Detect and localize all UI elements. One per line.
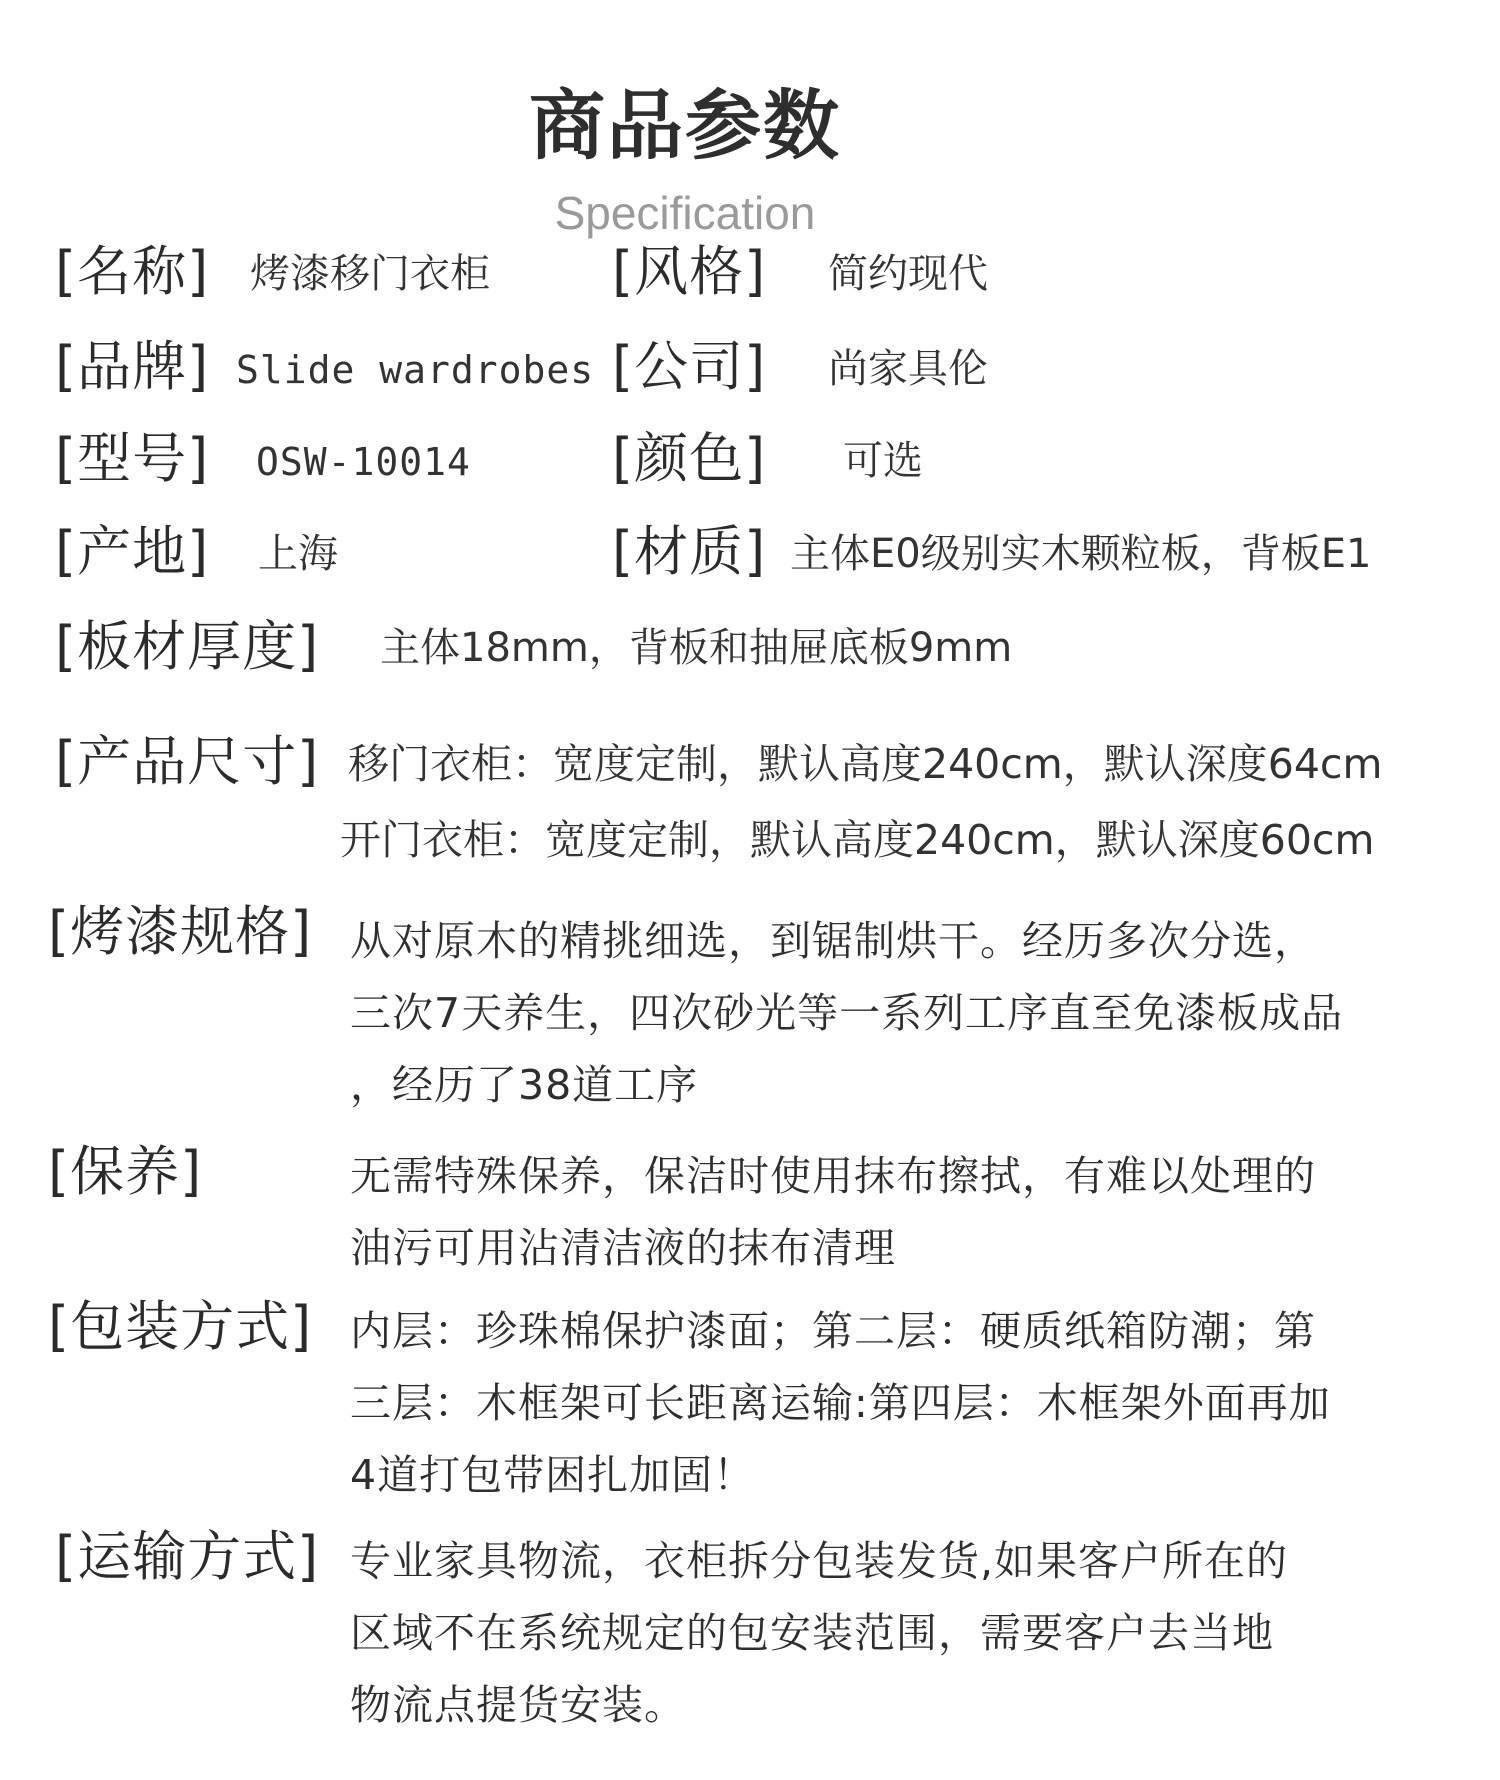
- shipping-line: 物流点提货安装。: [350, 1681, 686, 1729]
- spec-value-material: 主体E0级别实木颗粒板，背板E1: [790, 531, 1372, 577]
- packing-line: 4道打包带困扎加固！: [350, 1451, 756, 1499]
- page-subtitle: Specification: [554, 187, 816, 239]
- spec-label-paint: [烤漆规格]: [48, 900, 313, 963]
- spec-value-care: [350, 1140, 1316, 1284]
- spec-value-name: 烤漆移门衣柜: [250, 251, 490, 297]
- spec-value-size-hinged: 开门衣柜：宽度定制，默认高度240cm，默认深度60cm: [340, 816, 1375, 864]
- page-title: 商品参数: [529, 81, 841, 170]
- spec-value-company: 尚家具伦: [828, 346, 988, 392]
- spec-label-thickness: [板材厚度]: [55, 615, 320, 678]
- spec-value-thickness: 主体18mm，背板和抽屉底板9mm: [380, 625, 1013, 671]
- spec-label-name: [名称]: [55, 240, 210, 303]
- packing-line: 内层：珍珠棉保护漆面；第二层：硬质纸箱防潮；第: [350, 1307, 1316, 1355]
- paint-line: 从对原木的精挑细选，到锯制烘干。经历多次分选，: [350, 917, 1316, 965]
- spec-label-packing: [包装方式]: [48, 1295, 313, 1358]
- spec-value-model: OSW-10014: [256, 440, 471, 484]
- spec-value-origin: 上海: [258, 531, 338, 577]
- spec-value-packing: [350, 1295, 1331, 1511]
- packing-line: 三层：木框架可长距离运输:第四层：木框架外面再加: [350, 1379, 1331, 1427]
- spec-value-brand: Slide wardrobes: [236, 348, 595, 392]
- care-line: 无需特殊保养，保洁时使用抹布擦拭，有难以处理的: [350, 1152, 1316, 1200]
- spec-label-care: [保养]: [48, 1140, 203, 1203]
- spec-value-color: 可选: [843, 438, 923, 484]
- shipping-line: 专业家具物流，衣柜拆分包装发货,如果客户所在的: [350, 1537, 1289, 1585]
- spec-label-style: [风格]: [612, 240, 767, 303]
- spec-label-origin: [产地]: [55, 520, 210, 583]
- spec-label-size: [产品尺寸]: [55, 730, 320, 793]
- spec-label-material: [材质]: [612, 520, 767, 583]
- shipping-line: 区域不在系统规定的包安装范围，需要客户去当地: [350, 1609, 1274, 1657]
- spec-value-size-sliding: 移门衣柜：宽度定制，默认高度240cm，默认深度64cm: [348, 740, 1383, 788]
- spec-label-model: [型号]: [55, 427, 210, 490]
- spec-label-color: [颜色]: [612, 427, 767, 490]
- spec-value-style: 简约现代: [828, 251, 988, 297]
- paint-line: ，经历了38道工序: [350, 1061, 699, 1109]
- spec-value-paint: [350, 905, 1343, 1121]
- spec-label-company: [公司]: [612, 335, 767, 398]
- care-line: 油污可用沾清洁液的抹布清理: [350, 1224, 896, 1272]
- paint-line: 三次7天养生，四次砂光等一系列工序直至免漆板成品: [350, 989, 1344, 1037]
- spec-label-brand: [品牌]: [55, 335, 210, 398]
- spec-value-shipping: [350, 1525, 1288, 1741]
- spec-label-shipping: [运输方式]: [55, 1525, 320, 1588]
